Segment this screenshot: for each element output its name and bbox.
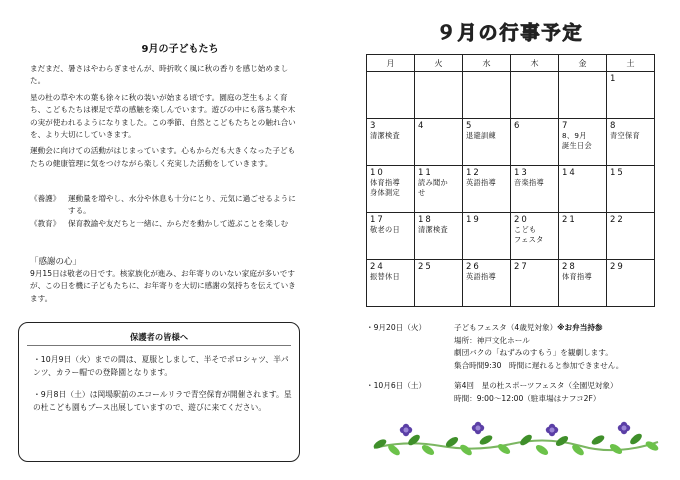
- calendar-day-cell: [559, 213, 607, 260]
- weekday-header: 水: [463, 55, 511, 72]
- day-event: 英語指導: [466, 272, 496, 281]
- day-event: 敬老の日: [370, 225, 400, 234]
- vine-leaf: [458, 443, 473, 457]
- vine-leaf: [478, 433, 494, 446]
- weekday-header: 火: [415, 55, 463, 72]
- calendar-title-outline: [420, 20, 600, 44]
- day-number: 13: [514, 168, 529, 178]
- day-number: 18: [418, 215, 433, 225]
- day-event: フェスタ: [514, 234, 544, 244]
- day-event: 誕生日会: [562, 140, 592, 150]
- calendar-day-cell: [367, 166, 415, 213]
- calendar-day-cell: [511, 72, 559, 119]
- calendar-day-cell: [511, 119, 559, 166]
- calendar-day-cell: [367, 260, 415, 307]
- calendar-day-cell: [463, 166, 511, 213]
- calendar-day-cell: [607, 72, 655, 119]
- day-event: こども: [514, 225, 537, 234]
- event-line: 劇団バクの「ねずみのすもう」を観劇します。: [454, 348, 613, 357]
- day-event: 英語指導: [466, 178, 496, 187]
- event-line: 時間：9:00～12:00（駐車場はナフコ2F）: [454, 393, 601, 403]
- intro-paragraph: 運動会に向けての活動がはじまっています。心もからだも大きくなった子どもたちの健康管理に気をつけながら楽しく充実した活動をしていきます。: [30, 146, 296, 168]
- day-number: 29: [610, 262, 625, 272]
- day-number: 4: [418, 121, 426, 131]
- day-event: 身体測定: [370, 187, 400, 197]
- notice-divider: [27, 345, 291, 346]
- goal-text: 運動量を増やし、水分や休息も十分にとり、元気に過ごせるようにする。: [68, 194, 296, 216]
- calendar-day-cell: [415, 166, 463, 213]
- day-number: 25: [418, 262, 433, 272]
- calendar-day-cell: [559, 72, 607, 119]
- notice-item: ・10月9日（火）までの間は、夏服としまして、半そでポロシャツ、半パンツ、カラー帽での登降園となります。: [33, 355, 289, 377]
- day-number: 15: [610, 168, 625, 178]
- respect-text: 9月15日は敬老の日です。核家族化が進み、お年寄りのいない家庭が多いですが、この日を機に子どもたちに、お年寄りを大切に感謝の気持ちを伝えていきます。: [30, 269, 296, 303]
- event-item: [366, 322, 666, 372]
- vine-illustration: [366, 418, 666, 460]
- day-number: 22: [610, 215, 625, 225]
- event-line: 集合時間9:30 時間に遅れると参加できません。: [454, 360, 624, 370]
- notice-body: [33, 353, 293, 423]
- day-number: 8: [610, 121, 618, 131]
- respect-heading: 「感謝の心」: [30, 257, 82, 267]
- calendar-day-cell: [607, 213, 655, 260]
- day-number: 11: [418, 168, 433, 178]
- day-event: 退避訓練: [466, 131, 496, 140]
- day-event: 音楽指導: [514, 178, 544, 187]
- vine-leaf: [534, 443, 549, 457]
- notice-title: 保護者の皆様へ: [129, 332, 189, 342]
- goal-key: 《教育》: [30, 218, 61, 228]
- calendar-day-cell: [511, 213, 559, 260]
- day-event: 清潔検査: [418, 225, 448, 234]
- calendar-week-row: [367, 119, 655, 166]
- event-details: [366, 322, 666, 413]
- day-number: 14: [562, 168, 577, 178]
- calendar-day-cell: [415, 260, 463, 307]
- calendar-day-cell: [607, 166, 655, 213]
- calendar-title: [420, 20, 600, 44]
- day-number: [367, 72, 414, 74]
- day-number: 19: [466, 215, 481, 225]
- calendar-week-row: [367, 72, 655, 119]
- day-number: [463, 72, 510, 74]
- event-note: ※お弁当持参: [557, 323, 603, 332]
- goal-care: [30, 193, 300, 218]
- event-line: 場所：神戸文化ホール: [454, 335, 530, 345]
- day-number: 1: [610, 74, 618, 84]
- event-title: 子どもフェスタ（4歳児対象）: [454, 323, 558, 332]
- monthly-goals: [30, 193, 300, 230]
- day-event: 8、9月: [562, 131, 587, 140]
- day-number: 7: [562, 121, 570, 131]
- calendar-day-cell: [367, 213, 415, 260]
- day-number: 17: [370, 215, 385, 225]
- vine-flower: [546, 424, 558, 436]
- calendar-day-cell: [367, 119, 415, 166]
- calendar-body: [367, 72, 655, 307]
- calendar-weekday-row: [367, 55, 655, 72]
- day-event: 体育指導: [370, 178, 400, 187]
- day-number: [559, 72, 606, 74]
- day-event: 体育指導: [562, 272, 592, 281]
- day-number: 24: [370, 262, 385, 272]
- goal-text: 保育教諭や友だちと一緒に、からだを動かして遊ぶことを楽しむ: [68, 218, 289, 228]
- day-number: [511, 72, 558, 74]
- day-event: 青空保育: [610, 131, 640, 140]
- calendar-week-row: [367, 260, 655, 307]
- event-calendar: [366, 54, 655, 307]
- event-line: 第4回 星の杜スポーツフェスタ（全園児対象）: [454, 381, 618, 390]
- calendar-day-cell: [607, 119, 655, 166]
- calendar-day-cell: [415, 119, 463, 166]
- notice-item: ・9月8日（土）は岡場駅前のエコールリラで青空保育が開催されます。星の杜こども園もブース出展していますので、遊びに来てください。: [33, 390, 292, 412]
- day-event: 読み聞か: [418, 178, 448, 187]
- calendar-day-cell: [415, 213, 463, 260]
- calendar-day-cell: [367, 72, 415, 119]
- calendar-week-row: [367, 213, 655, 260]
- day-number: 3: [370, 121, 378, 131]
- calendar-title-text: ９月の行事予定: [436, 22, 584, 44]
- calendar-day-cell: [463, 119, 511, 166]
- event-line: [454, 322, 623, 335]
- guardian-notice-box: [18, 322, 300, 462]
- calendar-day-cell: [511, 166, 559, 213]
- calendar-day-cell: [463, 213, 511, 260]
- day-number: 12: [466, 168, 481, 178]
- intro-paragraph: 星の杜の草や木の葉も徐々に秋の装いが始まる頃です。園庭の芝生もよく育ち、こどもたちは裸足で草の感触を楽しんでいます。遊びの中にも落ち葉や木の実が使われるようになりました。この季節、自然とこどもたちとの触れ合いを、より大切にしていきます。: [30, 92, 296, 140]
- calendar-day-cell: [511, 260, 559, 307]
- day-number: 26: [466, 262, 481, 272]
- weekday-header: 木: [511, 55, 559, 72]
- weekday-header: 金: [559, 55, 607, 72]
- vine-flower: [618, 422, 630, 434]
- vine-leaf: [628, 432, 643, 446]
- calendar-day-cell: [559, 260, 607, 307]
- calendar-day-cell: [415, 72, 463, 119]
- intro-text: [30, 63, 298, 174]
- event-date: ・9月20日（火）: [366, 323, 427, 332]
- calendar-day-cell: [559, 119, 607, 166]
- day-number: [415, 72, 462, 74]
- weekday-header: 土: [607, 55, 655, 72]
- weekday-header: 月: [367, 55, 415, 72]
- day-number: 21: [562, 215, 577, 225]
- goal-education: [30, 218, 300, 230]
- vine-flower: [400, 424, 412, 436]
- event-date: ・10月6日（土）: [366, 381, 427, 390]
- day-number: 28: [562, 262, 577, 272]
- event-item: [366, 380, 666, 405]
- vine-leaf: [590, 433, 606, 446]
- calendar-day-cell: [607, 260, 655, 307]
- vine-flower: [472, 422, 484, 434]
- day-number: 20: [514, 215, 529, 225]
- day-event: 振替休日: [370, 272, 400, 281]
- calendar-day-cell: [559, 166, 607, 213]
- calendar-day-cell: [463, 260, 511, 307]
- day-event: せ: [418, 187, 426, 197]
- calendar-week-row: [367, 166, 655, 213]
- day-number: 10: [370, 168, 385, 178]
- day-number: 5: [466, 121, 474, 131]
- day-number: 27: [514, 262, 529, 272]
- intro-paragraph: まだまだ、暑さはやわらぎませんが、時折吹く風に秋の香りを感じ始めました。: [30, 64, 289, 86]
- flower-vine-icon: [366, 418, 666, 460]
- calendar-day-cell: [463, 72, 511, 119]
- section-title-children: 9月の子どもたち: [141, 44, 219, 55]
- day-event: 清潔検査: [370, 131, 400, 140]
- day-number: 6: [514, 121, 522, 131]
- goal-key: 《養護》: [30, 194, 61, 203]
- vine-leaf: [406, 433, 421, 447]
